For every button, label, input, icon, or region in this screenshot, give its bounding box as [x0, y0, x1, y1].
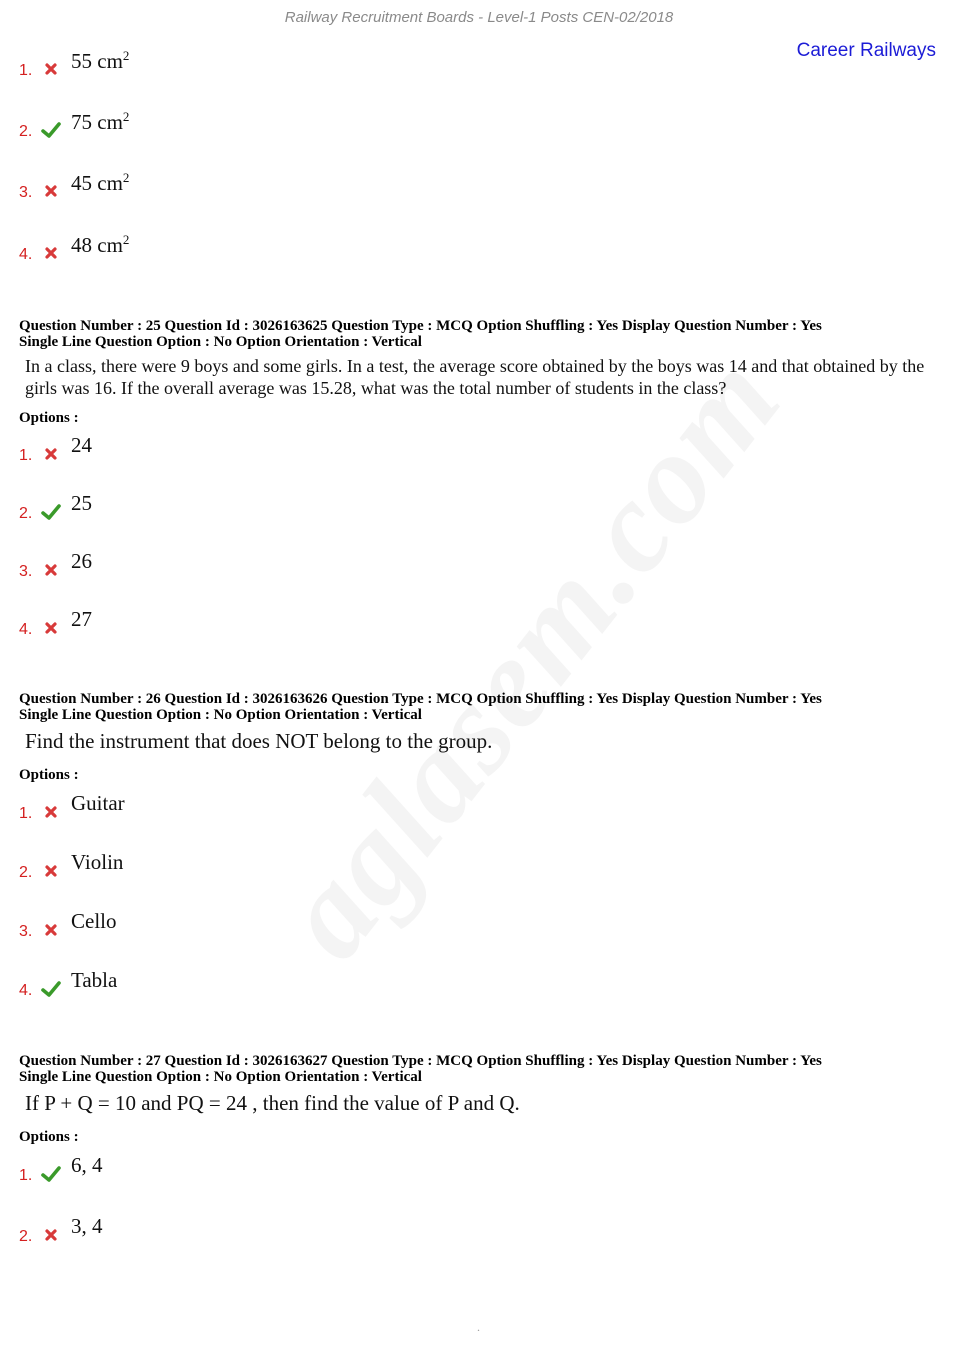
question-meta-line-1: Question Number : 26 Question Id : 3026163626 Question Type : MCQ Option Shuffling : Yes Display Question Number : Yes: [19, 691, 822, 707]
option-text: 27: [71, 607, 92, 631]
option-text: 48 $cm^2$: [71, 232, 130, 257]
question-text: If P + Q = 10 and PQ = 24 , then find the value of P and Q.: [25, 1091, 520, 1115]
options-label: Options :: [19, 1129, 79, 1145]
wrong-icon: [40, 919, 62, 941]
option-text: Cello: [71, 909, 117, 933]
wrong-icon: [40, 559, 62, 581]
question-meta: [19, 1053, 939, 1085]
wrong-icon: [40, 860, 62, 882]
page-header-title: Railway Recruitment Boards - Level-1 Posts CEN-02/2018: [284, 9, 674, 26]
check-icon: [40, 119, 62, 141]
question-text: In a class, there were 9 boys and some girls. In a test, the average score obtained by the boys was 14 and that obtained by the girls was 16. If the overall average was 15.28, what was the total number of students in the class?: [25, 356, 925, 398]
question-meta-line-1: Question Number : 27 Question Id : 3026163627 Question Type : MCQ Option Shuffling : Yes Display Question Number : Yes: [19, 1053, 822, 1069]
option-text: Violin: [71, 850, 124, 874]
check-icon: [40, 1163, 62, 1185]
question-meta: [19, 318, 939, 350]
wrong-icon: [40, 443, 62, 465]
question-meta-line-1: Question Number : 25 Question Id : 3026163625 Question Type : MCQ Option Shuffling : Yes Display Question Number : Yes: [19, 318, 822, 334]
option-text: 75 $cm^2$: [71, 109, 130, 134]
question-meta: [19, 691, 939, 723]
question-meta-line-2: Single Line Question Option : No Option Orientation : Vertical: [19, 334, 422, 350]
option-text: Guitar: [71, 791, 125, 815]
option-number: 1.: [19, 62, 33, 79]
check-icon: [40, 501, 62, 523]
wrong-icon: [40, 180, 62, 202]
check-icon: [40, 978, 62, 1000]
option-text: 45 $cm^2$: [71, 170, 130, 195]
option-text: 6, 4: [71, 1153, 103, 1177]
question-meta-line-2: Single Line Question Option : No Option Orientation : Vertical: [19, 707, 422, 723]
option-number: 4.: [19, 982, 33, 999]
option-number: 1.: [19, 1167, 33, 1184]
wrong-icon: [40, 1224, 62, 1246]
question-meta-line-2: Single Line Question Option : No Option Orientation : Vertical: [19, 1069, 422, 1085]
wrong-icon: [40, 617, 62, 639]
wrong-icon: [40, 242, 62, 264]
option-text: 24: [71, 433, 92, 457]
option-number: 2.: [19, 864, 33, 881]
options-label: Options :: [19, 767, 79, 783]
wrong-icon: [40, 801, 62, 823]
option-number: 3.: [19, 563, 33, 580]
option-number: 2.: [19, 123, 33, 140]
option-number: 3.: [19, 184, 33, 201]
option-number: 4.: [19, 246, 33, 263]
option-number: 2.: [19, 1228, 33, 1245]
option-number: 3.: [19, 923, 33, 940]
option-text: 55 $cm^2$: [71, 48, 130, 73]
footer-mark: .: [477, 1320, 480, 1334]
option-number: 1.: [19, 447, 33, 464]
option-text: 25: [71, 491, 92, 515]
option-text: 3, 4: [71, 1214, 103, 1238]
brand-label: Career Railways: [796, 40, 936, 61]
option-text: 26: [71, 549, 92, 573]
wrong-icon: [40, 58, 62, 80]
option-number: 4.: [19, 621, 33, 638]
option-text: Tabla: [71, 968, 118, 992]
options-label: Options :: [19, 410, 79, 426]
question-text: Find the instrument that does NOT belong to the group.: [25, 729, 493, 753]
option-number: 1.: [19, 805, 33, 822]
option-number: 2.: [19, 505, 33, 522]
